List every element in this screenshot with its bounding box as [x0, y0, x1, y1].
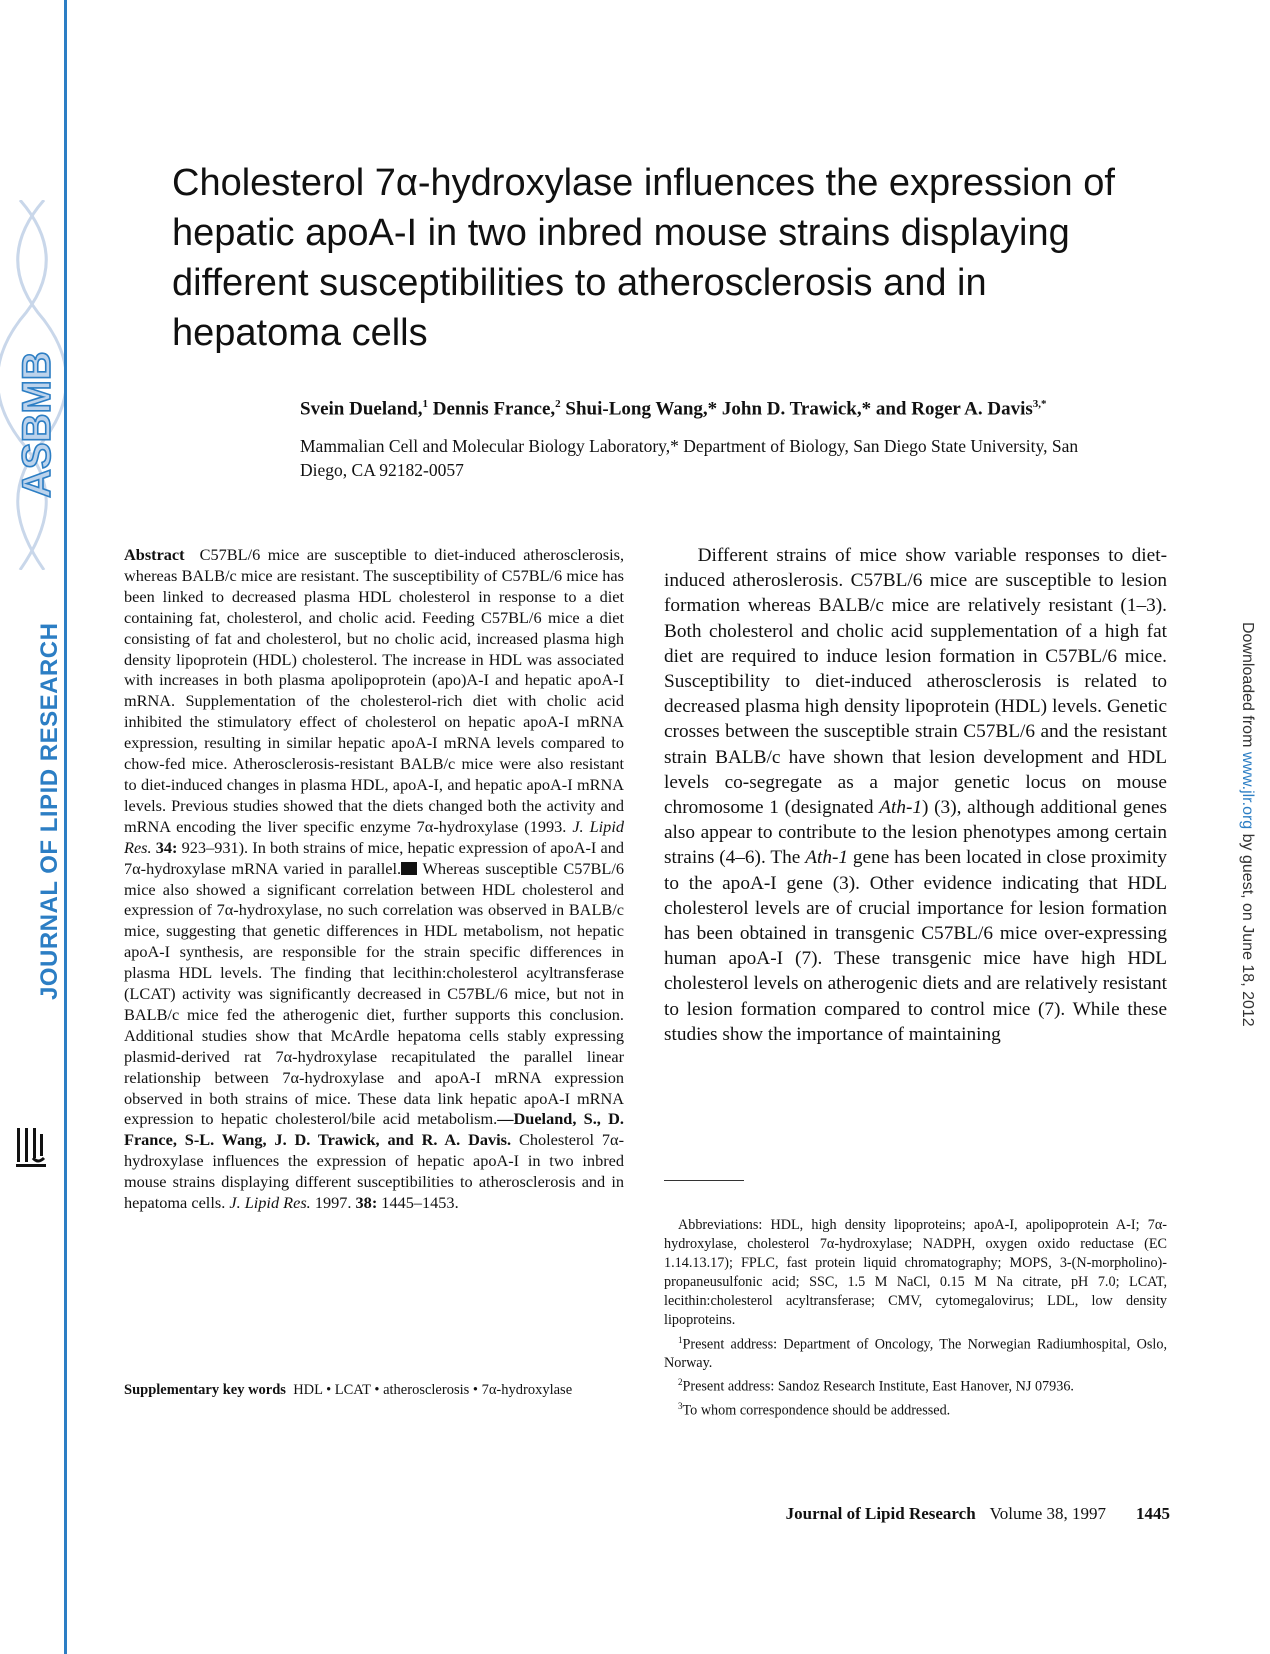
footer-volume: Volume 38, 1997: [989, 1504, 1106, 1523]
footnote-3-mark: 3: [678, 1401, 683, 1412]
key-words-text: HDL • LCAT • atherosclerosis • 7α-hydroxylase: [293, 1382, 573, 1398]
page-number: 1445: [1136, 1504, 1170, 1523]
citation-authors: —Dueland, S., D. France, S-L. Wang, J. D. Trawick, and R. A. Davis.: [124, 1109, 624, 1150]
footnotes: [664, 1216, 1167, 1421]
asbmb-logo-text: ASBMB: [15, 351, 59, 498]
citation-year: 1997.: [310, 1193, 356, 1213]
affiliation: Mammalian Cell and Molecular Biology Laboratory,* Department of Biology, San Diego State University, San Diego, CA 92182-0057: [300, 436, 1079, 480]
abstract-part-2: 923–931). In both strains of mice, hepatic expression of apoA-I and 7α-hydroxylase mRNA varied in parallel.: [124, 837, 625, 878]
abstract: [124, 545, 624, 1214]
download-note-prefix: Downloaded from: [1239, 622, 1256, 752]
author-3: Shui-Long Wang,* John D. Trawick,* and Roger A. Davis: [560, 398, 1033, 420]
asbmb-logo: [6, 330, 62, 500]
download-note-suffix: by guest, on June 18, 2012: [1239, 829, 1256, 1027]
abstract-part-1: C57BL/6 mice are susceptible to diet-induced atherosclerosis, whereas BALB/c mice are resistant. The susceptibility of C57BL/6 mice has been linked to decreased plasma HDL cholesterol in response to a diet containing fat, cholesterol, and cholic acid. Feeding C57BL/6 mice a diet consisting of fat and cholesterol, but no cholic acid, increased plasma high density lipoprotein (HDL) cholesterol. The increase in HDL was associated with increases in both plasma apolipoprotein (apo)A-I and hepatic apoA-I mRNA. Supplementation of the cholesterol-rich diet with cholic acid inhibited the stimulatory effect of cholesterol on hepatic apoA-I mRNA expression, resulting in similar hepatic apoA-I mRNA levels compared to chow-fed mice. Atherosclerosis-resistant BALB/c mice were also resistant to diet-induced changes in plasma HDL, apoA-I, and hepatic apoA-I mRNA levels. Previous studies showed that the diets changed both the activity and mRNA encoding the liver specific enzyme 7α-hydroxylase (1993.: [124, 545, 625, 836]
footnote-1-mark: 1: [678, 1334, 683, 1345]
journal-name-vertical: JOURNAL OF LIPID RESEARCH: [36, 622, 63, 1000]
author-1: Svein Dueland,: [300, 398, 423, 420]
citation-text: Cholesterol 7α-hydroxylase influences the expression of hepatic apoA-I in two inbred mouse strains displaying different susceptibilities to atherosclerosis and in hepatoma cells.: [124, 1130, 625, 1213]
intro-part-1: Different strains of mice show variable responses to diet-induced atheroslerosis. C57BL/6 mice are susceptible to lesion formation whereas BALB/c mice are relatively resistant (1–3). Both cholesterol and cholic acid supplementation of a high fat diet are required to induce lesion formation in C57BL/6 mice. Susceptibility to diet-induced atherosclerosis is related to decreased plasma high density lipoprotein (HDL) levels. Genetic crosses between the susceptible strain C57BL/6 and the resistant strain BALB/c have shown that lesion development and HDL levels co-segregate as a major genetic locus on mouse chromosome 1 (designated: [664, 545, 1168, 819]
footnote-2: [664, 1373, 1167, 1397]
key-words-label: Supplementary key words: [124, 1382, 286, 1398]
footnote-2-mark: 2: [678, 1377, 683, 1388]
abstract-ref-volume: 34:: [151, 837, 178, 857]
abstract-ref-journal: J. Lipid Res.: [124, 816, 624, 857]
footnote-2-text: Present address: Sandoz Research Institute, East Hanover, NJ 07936.: [682, 1379, 1074, 1396]
author-2-mark: 2: [555, 398, 561, 410]
abbreviations-footnote: Abbreviations: HDL, high density lipoproteins; apoA-I, apolipoprotein A-I; 7α-hydroxylase, cholesterol 7α-hydroxylase; NADPH, oxygen oxido reductase (EC 1.14.13.17); FPLC, fast protein liquid chromatography; MOPS, 3-(N-morpholino)-propaneusulfonic acid; SSC, 1.5 M NaCl, 0.15 M Na citrate, pH 7.0; LCAT, lecithin:cholesterol acyltransferase; CMV, cytomegalovirus; LDL, low density lipoproteins.: [664, 1217, 1167, 1329]
footnote-1-text: Present address: Department of Oncology, The Norwegian Radiumhospital, Oslo, Norway.: [664, 1336, 1167, 1372]
author-1-mark: 1: [422, 398, 428, 410]
intro-gene-2: Ath-1: [805, 847, 849, 869]
intro-part-3: gene has been located in close proximity to the apoA-I gene (3). Other evidence indicating that HDL cholesterol levels are of crucial importance for lesion formation has been obtained in transgenic C57BL/6 mice over-expressing human apoA-I (7). These transgenic mice have high HDL cholesterol levels on atherogenic diets and are relatively resistant to lesion formation compared to control mice (7). While these studies show the importance of maintaining: [664, 847, 1167, 1045]
download-note: [1238, 622, 1256, 1027]
citation-pages: 1445–1453.: [377, 1193, 459, 1213]
intro-part-2: ) (3), although additional genes also appear to contribute to the lesion phenotypes among certain strains (4–6). The: [664, 797, 1167, 869]
footnote-3: [664, 1397, 1167, 1421]
abstract-label: Abstract: [124, 545, 185, 564]
citation-volume: 38:: [355, 1193, 378, 1213]
citation-journal: J. Lipid Res.: [229, 1193, 311, 1213]
jlr-logo-icon: [14, 1124, 54, 1168]
author-list: [300, 398, 1200, 420]
supplementary-figure-icon[interactable]: [401, 862, 417, 875]
introduction-text: [664, 543, 1167, 1047]
paper-title: Cholesterol 7α-hydroxylase influences the expression of hepatic apoA-I in two inbred mouse strains displaying different susceptibilities to atherosclerosis and in hepatoma cells: [172, 162, 1115, 354]
footer-journal: Journal of Lipid Research: [785, 1504, 976, 1523]
footnote-3-text: To whom correspondence should be addressed.: [682, 1403, 951, 1420]
page-footer: [710, 1504, 1170, 1524]
author-2: Dennis France,: [427, 398, 556, 420]
intro-gene-1: Ath-1: [879, 797, 923, 819]
author-3-mark: 3,*: [1032, 398, 1047, 410]
abstract-part-3: Whereas susceptible C57BL/6 mice also showed a significant correlation between HDL cholesterol and expression of 7α-hydroxylase, no such correlation was observed in BALB/c mice, suggesting that genetic differences in HDL metabolism, not hepatic apoA-I synthesis, are responsible for the strain specific differences in plasma HDL levels. The finding that lecithin:cholesterol acyltransferase (LCAT) activity was significantly decreased in C57BL/6 mice, but not in BALB/c mice fed the atherogenic diet, further supports this conclusion. Additional studies show that McArdle hepatoma cells stably expressing plasmid-derived rat 7α-hydroxylase recapitulated the parallel linear relationship between 7α-hydroxylase and apoA-I mRNA expression observed in both strains of mice. These data link hepatic apoA-I mRNA expression to hepatic cholesterol/bile acid metabolism.: [124, 858, 624, 1129]
jlr-website-link[interactable]: www.jlr.org: [1239, 751, 1256, 830]
sidebar-rule: [64, 0, 67, 1654]
footnote-1: [664, 1331, 1167, 1374]
footnote-divider: [664, 1180, 744, 1181]
key-words: [124, 1380, 624, 1400]
